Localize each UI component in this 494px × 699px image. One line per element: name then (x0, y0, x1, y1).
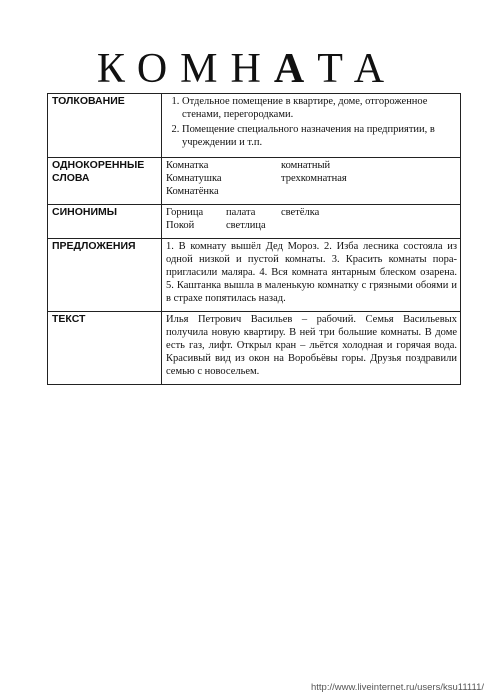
definition-item: 1. Отдельное помещение в квартире, доме, отгороженное стенами, перегородками. (182, 95, 457, 121)
synonyms-grid (166, 206, 457, 232)
synonym-word (281, 219, 457, 232)
title-part-1: КОМН (96, 46, 274, 92)
related-word: Комнатушка (166, 173, 222, 184)
synonym-word: Покой (166, 220, 195, 231)
related-word (391, 172, 457, 185)
synonym-word: Горница (166, 207, 204, 218)
content-tekst: Илья Петрович Васильев – рабочий. Семья Васильевых получила новую квартиру. В ней три большие комнаты. В доме есть газ, лифт. Открыл кран – льётся холодная и горячая вода. Красивый вид из окон на Воробьёвы горы. Друзья поздравили семью с новосельем. (162, 312, 461, 385)
related-word (281, 185, 391, 198)
content-odnokorennye (162, 158, 461, 205)
label-predlozheniya: ПРЕДЛОЖЕНИЯ (48, 239, 162, 312)
content-predlozheniya: 1. В комнату вышёл Дед Мороз. 2. Изба лесника состояла из одной низкой и пустой комнаты. 3. Красить комнаты пора-пригласили маляра. 4. Вся комната янтарным блеском озарена. 5. Каштанка вышла в маленькую комнатку с грязными обоями и в страхе попятилась назад. (162, 239, 461, 312)
definitions-list (166, 95, 457, 149)
label-tekst: ТЕКСТ (48, 312, 162, 385)
label-sinonimy: СИНОНИМЫ (48, 205, 162, 239)
title-part-2: ТА (317, 46, 398, 92)
synonym-word: светёлка (281, 207, 320, 218)
source-url-watermark: http://www.liveinternet.ru/users/ksu11111/ (310, 682, 484, 693)
related-word: Комнатка (166, 160, 209, 171)
row-sinonimy (48, 205, 461, 239)
related-word (391, 185, 457, 198)
related-word: трехкомнатная (281, 173, 347, 184)
content-tolkovanie (162, 94, 461, 158)
synonym-word: палата (226, 207, 256, 218)
definition-item: 2. Помещение специального назначения на предприятии, в учреждении и т.п. (182, 123, 457, 149)
word-card-table (47, 93, 461, 385)
row-tolkovanie (48, 94, 461, 158)
related-words-grid (166, 159, 457, 198)
row-predlozheniya (48, 239, 461, 312)
related-word: комнатный (281, 160, 331, 171)
row-odnokorennye (48, 158, 461, 205)
related-word (391, 159, 457, 172)
label-odnokorennye: ОДНОКОРЕННЫЕ СЛОВА (48, 158, 162, 205)
related-word: Комнатёнка (166, 186, 219, 197)
label-tolkovanie: ТОЛКОВАНИЕ (48, 94, 162, 158)
page-title (0, 44, 494, 94)
content-sinonimy (162, 205, 461, 239)
title-part-heavy: А (273, 46, 318, 92)
synonym-word: светлица (226, 220, 266, 231)
row-tekst (48, 312, 461, 385)
